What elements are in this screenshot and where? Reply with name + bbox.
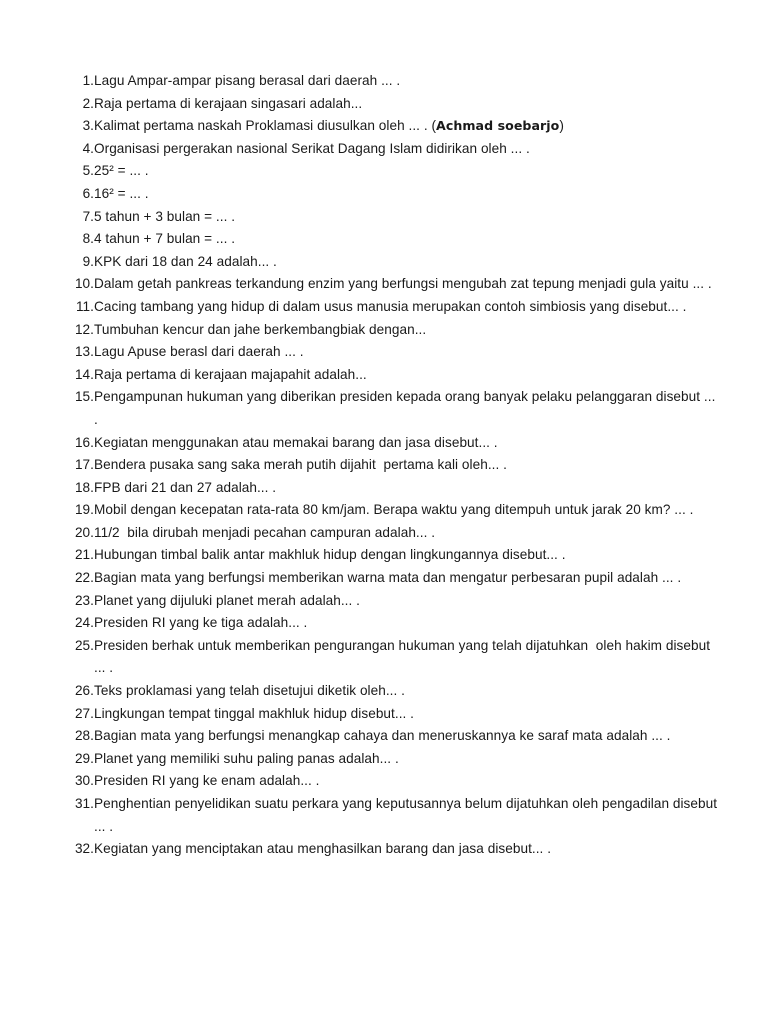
question-number: 7. [82, 208, 94, 224]
question-item [70, 138, 720, 161]
question-text: Hubungan timbal balik antar makhluk hidup dengan lingkungannya disebut... . [94, 547, 566, 563]
question-text: Cacing tambang yang hidup di dalam usus manusia merupakan contoh simbiosis yang disebut... . [94, 298, 687, 314]
question-number: 10. [74, 276, 94, 292]
question-text: Penghentian penyelidikan suatu perkara yang keputusannya belum dijatuhkan oleh pengadilan disebut ... . [94, 796, 721, 834]
question-text: Planet yang memiliki suhu paling panas adalah... . [94, 750, 399, 766]
question-text: Tumbuhan kencur dan jahe berkembangbiak dengan... [94, 321, 427, 337]
question-item [70, 296, 720, 319]
question-text: Lingkungan tempat tinggal makhluk hidup disebut... . [94, 705, 414, 721]
question-number: 2. [82, 95, 94, 111]
question-item [70, 364, 720, 387]
question-number: 1. [82, 73, 94, 88]
question-text: Organisasi pergerakan nasional Serikat Dagang Islam didirikan oleh ... . [94, 140, 530, 156]
question-number: 28. [74, 728, 94, 744]
question-item [70, 341, 720, 364]
question-text: Bagian mata yang berfungsi memberikan warna mata dan mengatur perbesaran pupil adalah ... . [94, 570, 682, 586]
question-number: 32. [74, 841, 94, 857]
question-item [70, 703, 720, 726]
question-item [70, 748, 720, 771]
question-text-main: Kalimat pertama naskah Proklamasi diusulkan oleh ... . ( [94, 118, 437, 134]
question-text: FPB dari 21 dan 27 adalah... . [94, 479, 277, 495]
question-item [70, 522, 720, 545]
question-number: 26. [74, 683, 94, 699]
question-text [94, 115, 720, 138]
question-item [70, 590, 720, 613]
question-item [70, 160, 720, 183]
question-number: 9. [82, 253, 94, 269]
question-text: Presiden berhak untuk memberikan pengurangan hukuman yang telah dijatuhkan oleh hakim disebut ... . [94, 637, 714, 676]
question-number: 21. [74, 547, 94, 563]
question-text: Kegiatan yang menciptakan atau menghasilkan barang dan jasa disebut... . [94, 841, 552, 857]
question-item [70, 544, 720, 567]
question-item [70, 273, 720, 296]
question-number: 3. [82, 118, 94, 134]
question-number: 5. [82, 163, 94, 179]
question-item [70, 251, 720, 274]
question-item [70, 206, 720, 229]
question-number: 8. [82, 231, 94, 247]
question-text: Raja pertama di kerajaan singasari adalah... [94, 95, 363, 111]
question-text: Pengampunan hukuman yang diberikan presiden kepada orang banyak pelaku pelanggaran disebut ... . [94, 389, 720, 427]
question-number: 6. [82, 185, 94, 201]
question-item [70, 793, 720, 838]
question-text: Lagu Apuse berasl dari daerah ... . [94, 344, 304, 360]
question-item [70, 680, 720, 703]
question-text: Planet yang dijuluki planet merah adalah... . [94, 592, 360, 608]
question-text: 25² = ... . [94, 163, 149, 179]
question-text: Dalam getah pankreas terkandung enzim yang berfungsi mengubah zat tepung menjadi gula yaitu ... . [94, 276, 712, 292]
question-number: 25. [74, 637, 94, 653]
question-number: 30. [74, 773, 94, 789]
question-text: Presiden RI yang ke tiga adalah... . [94, 615, 308, 631]
question-item [70, 115, 720, 138]
question-text: 16² = ... . [94, 185, 149, 201]
question-text: Mobil dengan kecepatan rata-rata 80 km/jam. Berapa waktu yang ditempuh untuk jarak 20 km? ... . [94, 502, 694, 518]
question-text: Bagian mata yang berfungsi menangkap cahaya dan meneruskannya ke saraf mata adalah ... . [94, 728, 671, 744]
question-number: 11. [75, 298, 94, 314]
question-number: 15. [74, 389, 94, 405]
question-text: Teks proklamasi yang telah disetujui diketik oleh... . [94, 683, 405, 699]
question-text: 11/2 bila dirubah menjadi pecahan campuran adalah... . [94, 524, 436, 540]
question-item [70, 770, 720, 793]
question-text: KPK dari 18 dan 24 adalah... . [94, 253, 277, 269]
question-text-suffix: ) [559, 118, 564, 134]
question-number: 31. [74, 796, 94, 811]
question-item [70, 93, 720, 116]
question-number: 27. [74, 705, 94, 721]
question-item [70, 838, 720, 861]
question-number: 16. [74, 434, 94, 450]
question-text: Bendera pusaka sang saka merah putih dijahit pertama kali oleh... . [94, 457, 507, 473]
question-number: 14. [74, 366, 94, 382]
question-item [70, 319, 720, 342]
question-item [70, 70, 720, 93]
question-number: 23. [74, 592, 94, 608]
question-item [70, 612, 720, 635]
question-item [70, 228, 720, 251]
question-number: 20. [74, 524, 94, 540]
question-number: 19. [74, 502, 94, 518]
question-item [70, 454, 720, 477]
question-number: 18. [74, 479, 94, 495]
question-text: 4 tahun + 7 bulan = ... . [94, 231, 236, 247]
question-item [70, 567, 720, 590]
question-number: 12. [74, 321, 94, 337]
question-item [70, 386, 720, 431]
question-number: 17. [74, 457, 94, 473]
question-text: Kegiatan menggunakan atau memakai barang dan jasa disebut... . [94, 434, 498, 450]
question-text: Presiden RI yang ke enam adalah... . [94, 773, 320, 789]
question-item [70, 432, 720, 455]
question-number: 13. [74, 344, 94, 360]
question-number: 29. [74, 750, 94, 766]
question-answer-hint: Achmad soebarjo [436, 118, 560, 134]
question-text: Lagu Ampar-ampar pisang berasal dari daerah ... . [94, 73, 401, 88]
question-item [70, 183, 720, 206]
question-text: Raja pertama di kerajaan majapahit adalah... [94, 366, 367, 382]
question-number: 4. [82, 140, 94, 156]
question-item [70, 477, 720, 500]
question-item [70, 499, 720, 522]
question-number: 24. [74, 615, 94, 631]
question-list [70, 70, 720, 861]
question-number: 22. [74, 570, 94, 586]
question-text: 5 tahun + 3 bulan = ... . [94, 208, 236, 224]
question-item [70, 725, 720, 748]
question-item [70, 635, 720, 680]
